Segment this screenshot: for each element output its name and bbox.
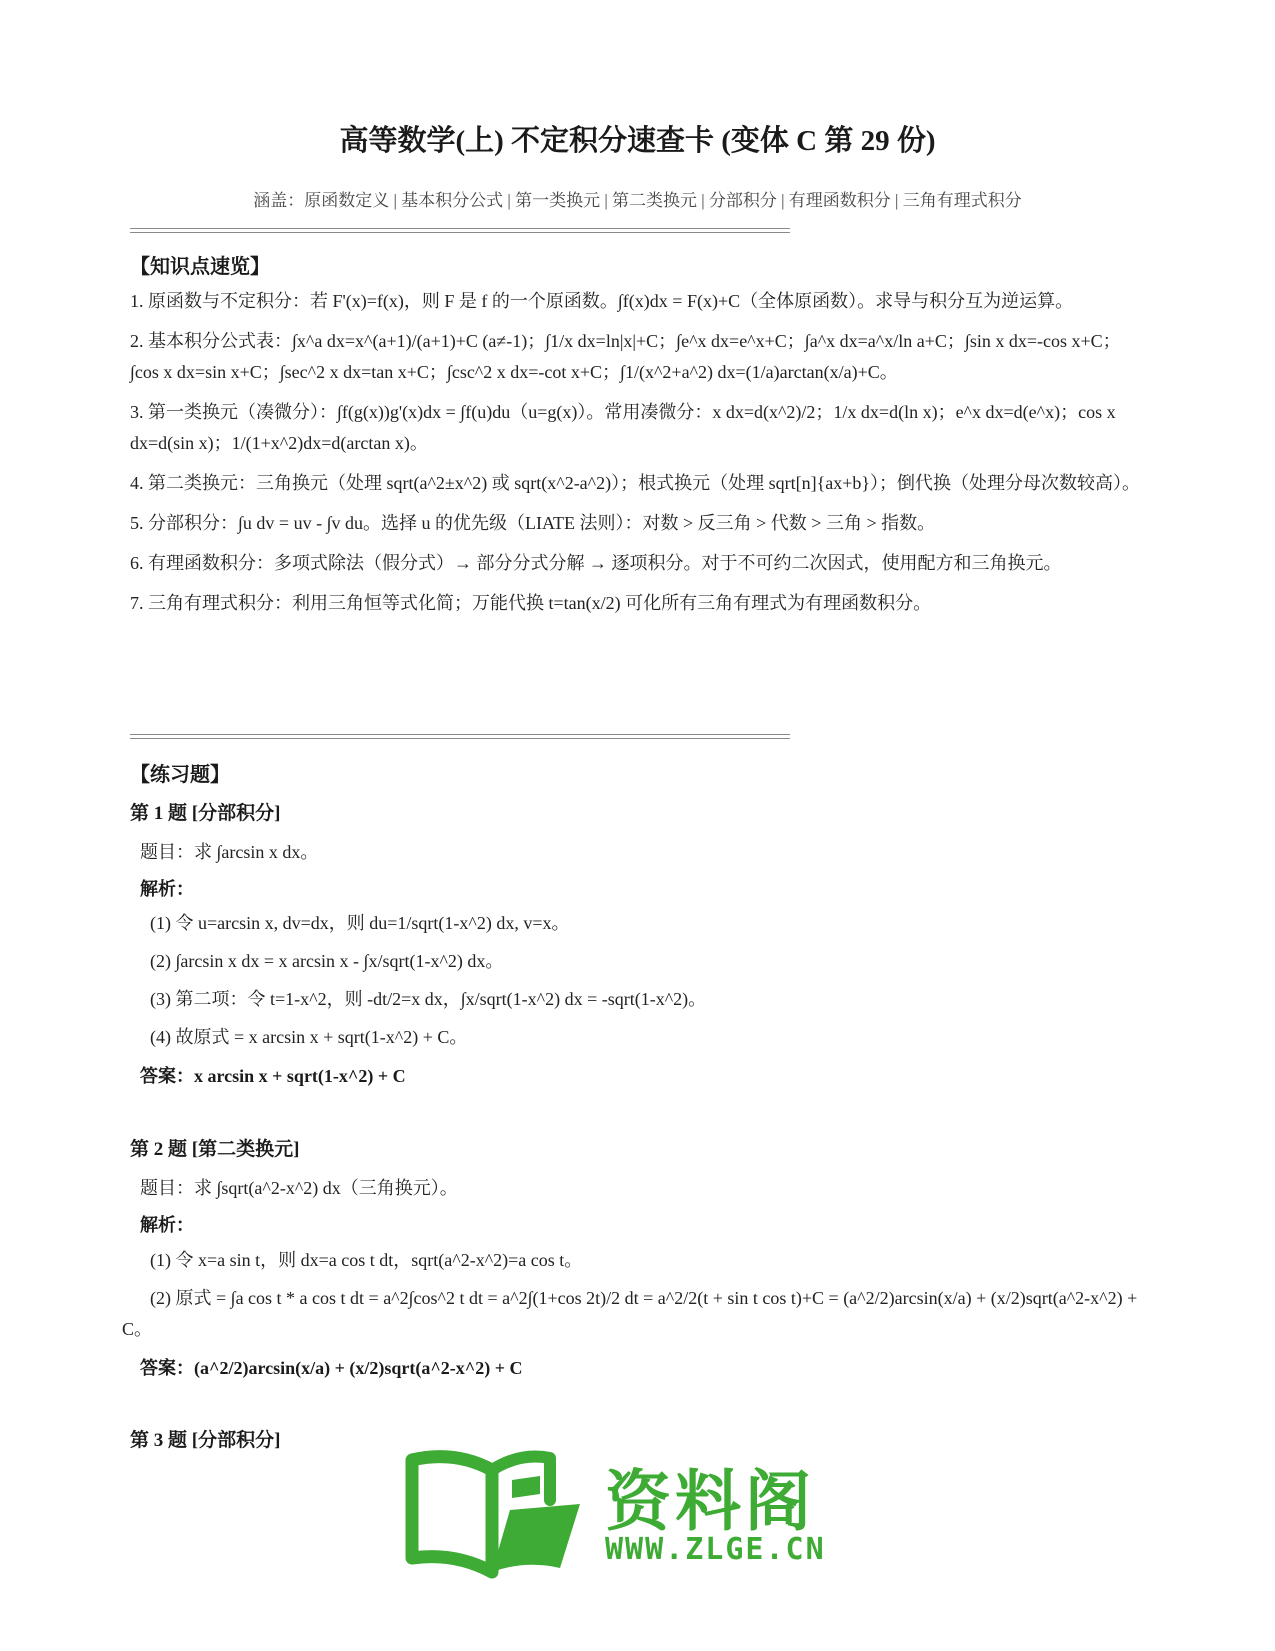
question-1-step: (3) 第二项：令 t=1-x^2，则 -dt/2=x dx，∫x/sqrt(1-x^2) dx = -sqrt(1-x^2)。 <box>150 989 707 1009</box>
question-2-heading: 第 2 题 [第二类换元] <box>130 1139 300 1160</box>
knowledge-item: 3. 第一类换元（凑微分）：∫f(g(x))g'(x)dx = ∫f(u)du（u=g(x)）。常用凑微分：x dx=d(x^2)/2；1/x dx=d(ln x)；e^x dx=d(e^x)；cos x dx=d(sin x)；1/(1+x^2)dx=d(arctan x)。 <box>130 402 1116 453</box>
divider-bottom <box>130 734 790 735</box>
question-2-step: (2) 原式 = ∫a cos t * a cos t dt = a^2∫cos^2 t dt = a^2∫(1+cos 2t)/2 dt = a^2/2(t + sin t cos t)+C = (a^2/2)arcsin(x/a) + (x/2)sqrt(a^2-x^2) + C。 <box>122 1288 1138 1339</box>
knowledge-item: 5. 分部积分：∫u dv = uv - ∫v du。选择 u 的优先级（LIATE 法则）：对数 > 反三角 > 代数 > 三角 > 指数。 <box>130 513 936 533</box>
question-1-analysis-label: 解析： <box>140 879 194 899</box>
coverage-line: 涵盖：原函数定义 | 基本积分公式 | 第一类换元 | 第二类换元 | 分部积分 | 有理函数积分 | 三角有理式积分 <box>253 191 1022 210</box>
question-2-text: 题目：求 ∫sqrt(a^2-x^2) dx（三角换元）。 <box>140 1178 458 1198</box>
knowledge-heading: 【知识点速览】 <box>130 256 270 278</box>
watermark-logo <box>400 1440 860 1580</box>
question-1-text: 题目：求 ∫arcsin x dx。 <box>140 842 319 862</box>
question-2-answer: 答案：(a^2/2)arcsin(x/a) + (x/2)sqrt(a^2-x^2) + C <box>140 1358 523 1378</box>
question-1-step: (4) 故原式 = x arcsin x + sqrt(1-x^2) + C。 <box>150 1027 468 1047</box>
question-2-analysis-label: 解析： <box>140 1215 194 1235</box>
question-1-step: (2) ∫arcsin x dx = x arcsin x - ∫x/sqrt(1-x^2) dx。 <box>150 951 504 971</box>
knowledge-item: 2. 基本积分公式表：∫x^a dx=x^(a+1)/(a+1)+C (a≠-1)；∫1/x dx=ln|x|+C；∫e^x dx=e^x+C；∫a^x dx=a^x/ln a+C；∫sin x dx=-cos x+C；∫cos x dx=sin x+C；∫sec^2 x dx=tan x+C；∫csc^2 x dx=-cot x+C；∫1/(x^2+a^2) dx=(1/a)arctan(x/a)+C。 <box>130 331 1121 382</box>
question-1-answer: 答案：x arcsin x + sqrt(1-x^2) + C <box>140 1066 406 1086</box>
page-title: 高等数学(上) 不定积分速查卡 (变体 C 第 29 份) <box>339 125 936 157</box>
watermark-name: 资料阁 <box>605 1463 815 1540</box>
watermark-url: WWW.ZLGE.CN <box>605 1532 826 1567</box>
knowledge-list <box>130 286 1145 628</box>
knowledge-item: 1. 原函数与不定积分：若 F'(x)=f(x)，则 F 是 f 的一个原函数。∫f(x)dx = F(x)+C（全体原函数）。求导与积分互为逆运算。 <box>130 291 1074 311</box>
knowledge-item: 6. 有理函数积分：多项式除法（假分式）→ 部分分式分解 → 逐项积分。对于不可约二次因式，使用配方和三角换元。 <box>130 553 1062 573</box>
question-3-heading: 第 3 题 [分部积分] <box>130 1430 281 1451</box>
question-2-step: (1) 令 x=a sin t，则 dx=a cos t dt，sqrt(a^2-x^2)=a cos t。 <box>150 1250 583 1270</box>
knowledge-item: 4. 第二类换元：三角换元（处理 sqrt(a^2±x^2) 或 sqrt(x^2-a^2)）；根式换元（处理 sqrt[n]{ax+b}）；倒代换（处理分母次数较高）。 <box>130 473 1141 493</box>
exercises-heading: 【练习题】 <box>130 764 230 786</box>
open-book-folder-icon <box>400 1440 600 1580</box>
divider-top <box>130 228 790 229</box>
knowledge-item: 7. 三角有理式积分：利用三角恒等式化简；万能代换 t=tan(x/2) 可化所有三角有理式为有理函数积分。 <box>130 593 932 613</box>
question-1-step: (1) 令 u=arcsin x, dv=dx，则 du=1/sqrt(1-x^2) dx, v=x。 <box>150 913 570 933</box>
question-1-heading: 第 1 题 [分部积分] <box>130 803 281 824</box>
